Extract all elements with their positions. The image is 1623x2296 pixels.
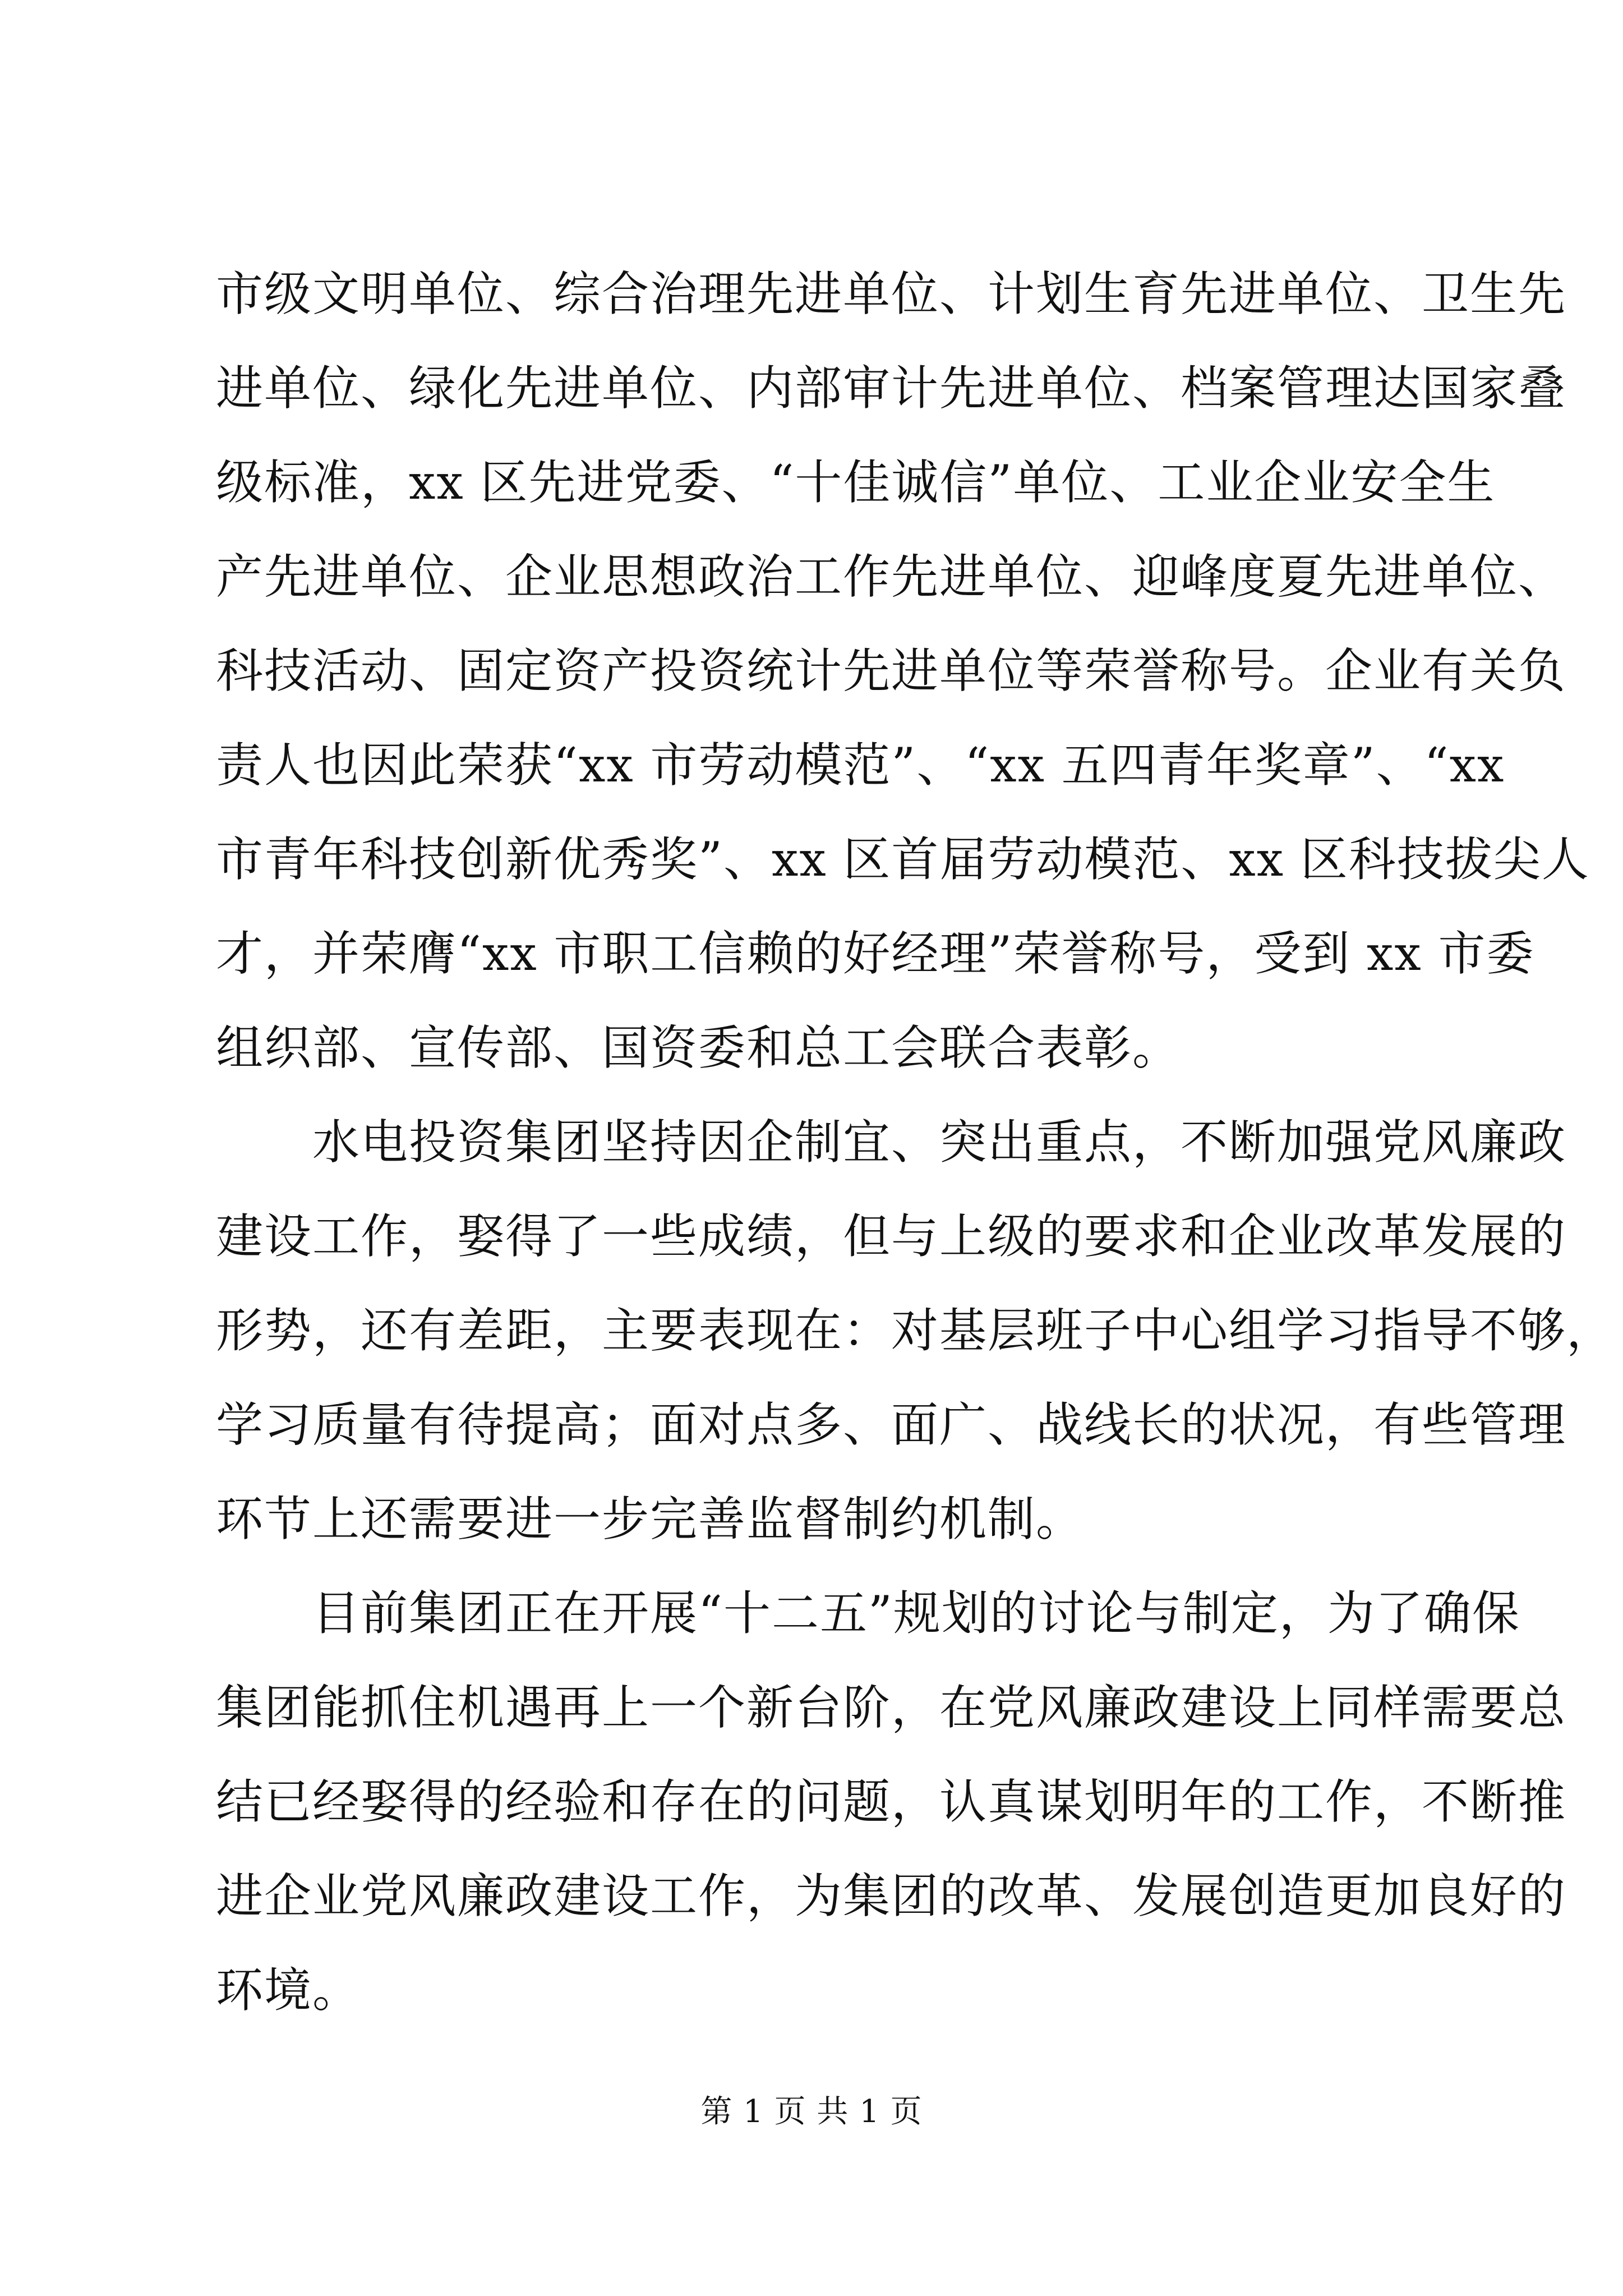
text-line: 环节上还需要进一步完善监督制约机制。 bbox=[216, 1492, 1085, 1547]
text-line: 集团能抓住机遇再上一个新台阶，在党风廉政建设上同样需要总 bbox=[216, 1680, 1567, 1735]
page-number-footer: 第 1 页 共 1 页 bbox=[700, 2093, 923, 2130]
text-line: 组织部、宣传部、国资委和总工会联合表彰。 bbox=[216, 1020, 1181, 1075]
text-line: 环境。 bbox=[216, 1963, 361, 2018]
text-line: 科技活动、固定资产投资统计先进单位等荣誉称号。企业有关负 bbox=[216, 643, 1567, 698]
text-line: 建设工作，娶得了一些成绩，但与上级的要求和企业改革发展的 bbox=[216, 1209, 1567, 1264]
text-line: 形势，还有差距，主要表现在：对基层班子中心组学习指导不够， bbox=[216, 1303, 1615, 1358]
paragraph-2 bbox=[216, 1095, 1615, 1566]
text-line: 产先进单位、企业思想政治工作先进单位、迎峰度夏先进单位、 bbox=[216, 549, 1567, 604]
text-line: 级标准，xx 区先进党委、“十佳诚信”单位、工业企业安全生 bbox=[216, 455, 1496, 510]
paragraph-1 bbox=[216, 247, 1590, 1095]
text-line: 进单位、绿化先进单位、内部审计先进单位、档案管理达国家叠 bbox=[216, 361, 1567, 416]
text-line: 目前集团正在开展“十二五”规划的讨论与制定，为了确保 bbox=[216, 1586, 1520, 1641]
text-line: 才，并荣膺“xx 市职工信赖的好经理”荣誉称号，受到 xx 市委 bbox=[216, 926, 1535, 981]
text-line: 市级文明单位、综合治理先进单位、计划生育先进单位、卫生先 bbox=[216, 266, 1567, 321]
text-line: 责人也因此荣获“xx 市劳动模范”、“xx 五四青年奖章”、“xx bbox=[216, 738, 1505, 793]
paragraph-3 bbox=[216, 1566, 1567, 2037]
document-body bbox=[216, 247, 1615, 2037]
text-line: 学习质量有待提高；面对点多、面广、战线长的状况，有些管理 bbox=[216, 1397, 1567, 1452]
text-line: 结已经娶得的经验和存在的问题，认真谋划明年的工作，不断推 bbox=[216, 1774, 1567, 1829]
text-line: 市青年科技创新优秀奖”、xx 区首届劳动模范、xx 区科技拔尖人 bbox=[216, 832, 1590, 887]
text-line: 进企业党风廉政建设工作，为集团的改革、发展创造更加良好的 bbox=[216, 1869, 1567, 1924]
text-line: 水电投资集团坚持因企制宜、突出重点，不断加强党风廉政 bbox=[216, 1115, 1567, 1170]
